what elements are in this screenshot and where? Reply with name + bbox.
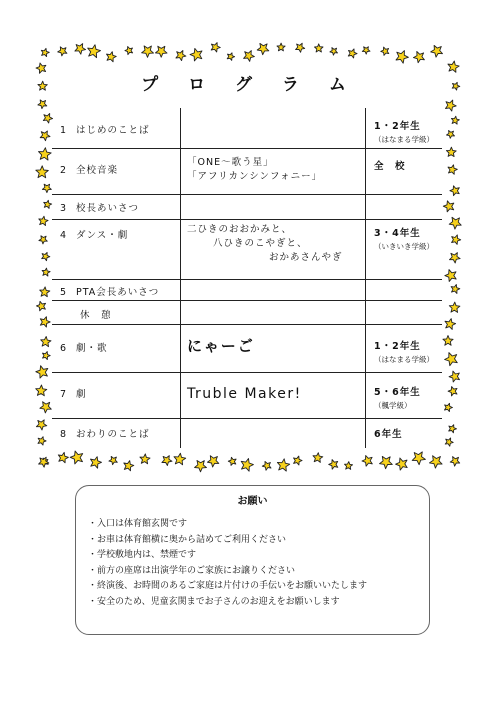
star-icon xyxy=(449,425,457,433)
star-icon xyxy=(449,371,459,382)
star-icon xyxy=(447,131,455,139)
program-row-8 xyxy=(52,418,442,448)
notice-list xyxy=(88,517,417,610)
item-number: 5 xyxy=(60,287,67,298)
item-grade: 5・6年生 xyxy=(374,387,421,398)
star-icon xyxy=(330,48,338,56)
star-icon xyxy=(39,148,52,160)
star-icon xyxy=(413,52,424,63)
star-icon xyxy=(451,116,459,124)
star-icon xyxy=(448,387,457,396)
star-icon xyxy=(91,457,102,469)
star-icon xyxy=(227,53,234,61)
star-icon xyxy=(58,47,67,56)
star-icon xyxy=(396,458,408,470)
star-icon xyxy=(446,100,457,111)
item-grade-sub: （いきいき学級） xyxy=(374,242,434,251)
item-name: 劇 xyxy=(76,389,87,400)
item-grade: 1・2年生 xyxy=(374,121,421,132)
star-icon xyxy=(88,45,101,58)
star-icon xyxy=(39,236,47,244)
star-icon xyxy=(445,319,456,330)
star-icon xyxy=(262,461,271,470)
star-icon xyxy=(36,301,45,311)
item-performance xyxy=(180,219,366,279)
program-row-break xyxy=(52,300,442,325)
item-grade-sub: （はなまる学級） xyxy=(374,135,434,144)
item-number: 3 xyxy=(60,203,67,214)
notice-item: ・ 終演後、お時間のあるご家庭は片付けの手伝いをお願いいたします xyxy=(88,579,417,595)
item-performance xyxy=(180,372,366,418)
star-icon xyxy=(445,438,453,446)
item-performance xyxy=(180,148,366,194)
performance-line: 八ひきのこやぎと、 xyxy=(213,238,308,249)
item-number: 2 xyxy=(60,165,67,176)
notice-item: ・ 入口は体育館玄関です xyxy=(88,517,417,533)
program-row-2 xyxy=(52,148,442,195)
star-icon xyxy=(38,100,47,109)
star-icon xyxy=(107,52,117,62)
star-icon xyxy=(58,452,68,462)
star-icon xyxy=(431,45,443,57)
notice-item: ・ 前方の座席は出演学年のご家族にお譲りください xyxy=(88,564,417,580)
star-icon xyxy=(244,51,255,62)
star-icon xyxy=(445,403,453,411)
notice-item: ・ 学校敷地内は、禁煙です xyxy=(88,548,417,564)
item-grade: 全 校 xyxy=(374,161,406,172)
item-number: 1 xyxy=(60,125,67,136)
star-icon xyxy=(40,287,50,297)
item-name: 全校音楽 xyxy=(76,165,119,176)
star-icon xyxy=(39,216,48,225)
performance-line: 「ONE～歌う星」 xyxy=(187,157,274,168)
performance-title: Truble Maker! xyxy=(187,386,302,402)
notice-title: お願い xyxy=(237,496,268,507)
star-icon xyxy=(70,451,83,464)
star-icon xyxy=(277,43,285,51)
star-icon xyxy=(43,352,51,360)
item-number: 8 xyxy=(60,429,67,440)
star-icon xyxy=(42,252,50,260)
star-icon xyxy=(190,48,202,61)
star-icon xyxy=(443,336,453,346)
star-icon xyxy=(446,147,456,156)
star-icon xyxy=(449,217,461,229)
star-icon xyxy=(412,452,425,465)
star-icon xyxy=(296,43,305,52)
star-icon xyxy=(450,457,460,467)
program-row-3 xyxy=(52,194,442,220)
star-icon xyxy=(313,453,323,463)
star-icon xyxy=(348,49,357,58)
item-name: 休 憩 xyxy=(80,310,112,321)
item-performance xyxy=(180,418,366,448)
star-icon xyxy=(445,353,458,366)
star-icon xyxy=(36,385,47,396)
program-row-6 xyxy=(52,324,442,373)
item-performance xyxy=(180,300,366,324)
star-icon xyxy=(315,44,324,52)
item-number: 4 xyxy=(60,230,67,241)
performance-title: にゃーご xyxy=(187,337,255,355)
star-icon xyxy=(41,337,51,347)
star-icon xyxy=(443,201,454,212)
star-icon xyxy=(44,200,52,208)
program-row-4 xyxy=(52,219,442,280)
star-icon xyxy=(40,317,50,327)
star-icon xyxy=(241,459,253,472)
performance-line: 二ひきのおおかみと、 xyxy=(187,224,293,235)
item-grade-sub: （楓学級） xyxy=(374,401,412,410)
star-icon xyxy=(445,270,456,282)
item-grade: 3・4年生 xyxy=(374,228,421,239)
star-icon xyxy=(195,461,207,472)
star-icon xyxy=(125,47,133,55)
star-icon xyxy=(257,43,269,54)
star-icon xyxy=(380,456,393,468)
star-icon xyxy=(381,47,389,55)
star-icon xyxy=(452,235,461,245)
item-name: PTA会長あいさつ xyxy=(76,287,160,298)
star-icon xyxy=(207,456,218,467)
item-performance xyxy=(180,324,366,372)
item-number: 6 xyxy=(60,343,67,354)
star-icon xyxy=(294,456,303,465)
star-icon xyxy=(36,166,49,178)
item-grade: 1・2年生 xyxy=(374,341,421,352)
program-row-7 xyxy=(52,372,442,419)
star-icon xyxy=(39,457,49,467)
star-icon xyxy=(142,46,154,57)
star-icon xyxy=(42,184,51,192)
star-icon xyxy=(362,47,370,54)
item-grade: 6年生 xyxy=(374,429,403,440)
star-icon xyxy=(38,437,46,445)
program-row-5 xyxy=(52,279,442,301)
notice-item: ・ お車は体育館横に奥から詰めてご利用ください xyxy=(88,533,417,549)
star-icon xyxy=(345,462,353,470)
star-icon xyxy=(451,285,460,294)
performance-line: 「アフリカンシンフォニー」 xyxy=(187,171,323,182)
program-row-1 xyxy=(52,108,442,149)
star-icon xyxy=(450,253,461,263)
star-icon xyxy=(450,186,459,196)
item-name: はじめのことば xyxy=(76,125,150,136)
notice-item: ・ 安全のため、児童玄関までお子さんのお迎えをお願いします xyxy=(88,595,417,611)
star-icon xyxy=(124,461,134,471)
item-name: おわりのことば xyxy=(76,429,150,440)
star-icon xyxy=(176,51,186,61)
star-icon xyxy=(430,456,443,468)
star-icon xyxy=(42,268,50,276)
item-name: 校長あいさつ xyxy=(76,203,140,214)
star-icon xyxy=(362,456,372,467)
item-name: ダンス・劇 xyxy=(76,230,129,241)
star-icon xyxy=(140,454,150,464)
star-icon xyxy=(211,43,220,52)
star-icon xyxy=(41,48,49,56)
item-grade-sub: （はなまる学級） xyxy=(374,355,434,364)
item-number: 7 xyxy=(60,389,67,400)
star-icon xyxy=(228,457,236,465)
notice-box xyxy=(75,485,430,635)
star-icon xyxy=(40,402,51,413)
star-icon xyxy=(277,459,289,471)
item-performance xyxy=(180,108,366,148)
star-icon xyxy=(174,453,186,465)
star-icon xyxy=(162,456,172,466)
item-performance xyxy=(180,194,366,219)
star-icon xyxy=(329,460,338,470)
star-icon xyxy=(449,302,460,312)
star-icon xyxy=(109,456,117,464)
star-icon xyxy=(396,51,408,64)
star-icon xyxy=(36,366,48,378)
page-title: プ ロ グ ラ ム xyxy=(141,75,358,95)
item-performance xyxy=(180,279,366,300)
star-icon xyxy=(36,420,46,430)
star-icon xyxy=(448,165,457,175)
item-name: 劇・歌 xyxy=(76,343,108,354)
performance-line: おかあさんやぎ xyxy=(269,252,343,263)
star-icon xyxy=(156,46,168,57)
star-icon xyxy=(75,44,86,55)
star-icon xyxy=(40,131,50,141)
